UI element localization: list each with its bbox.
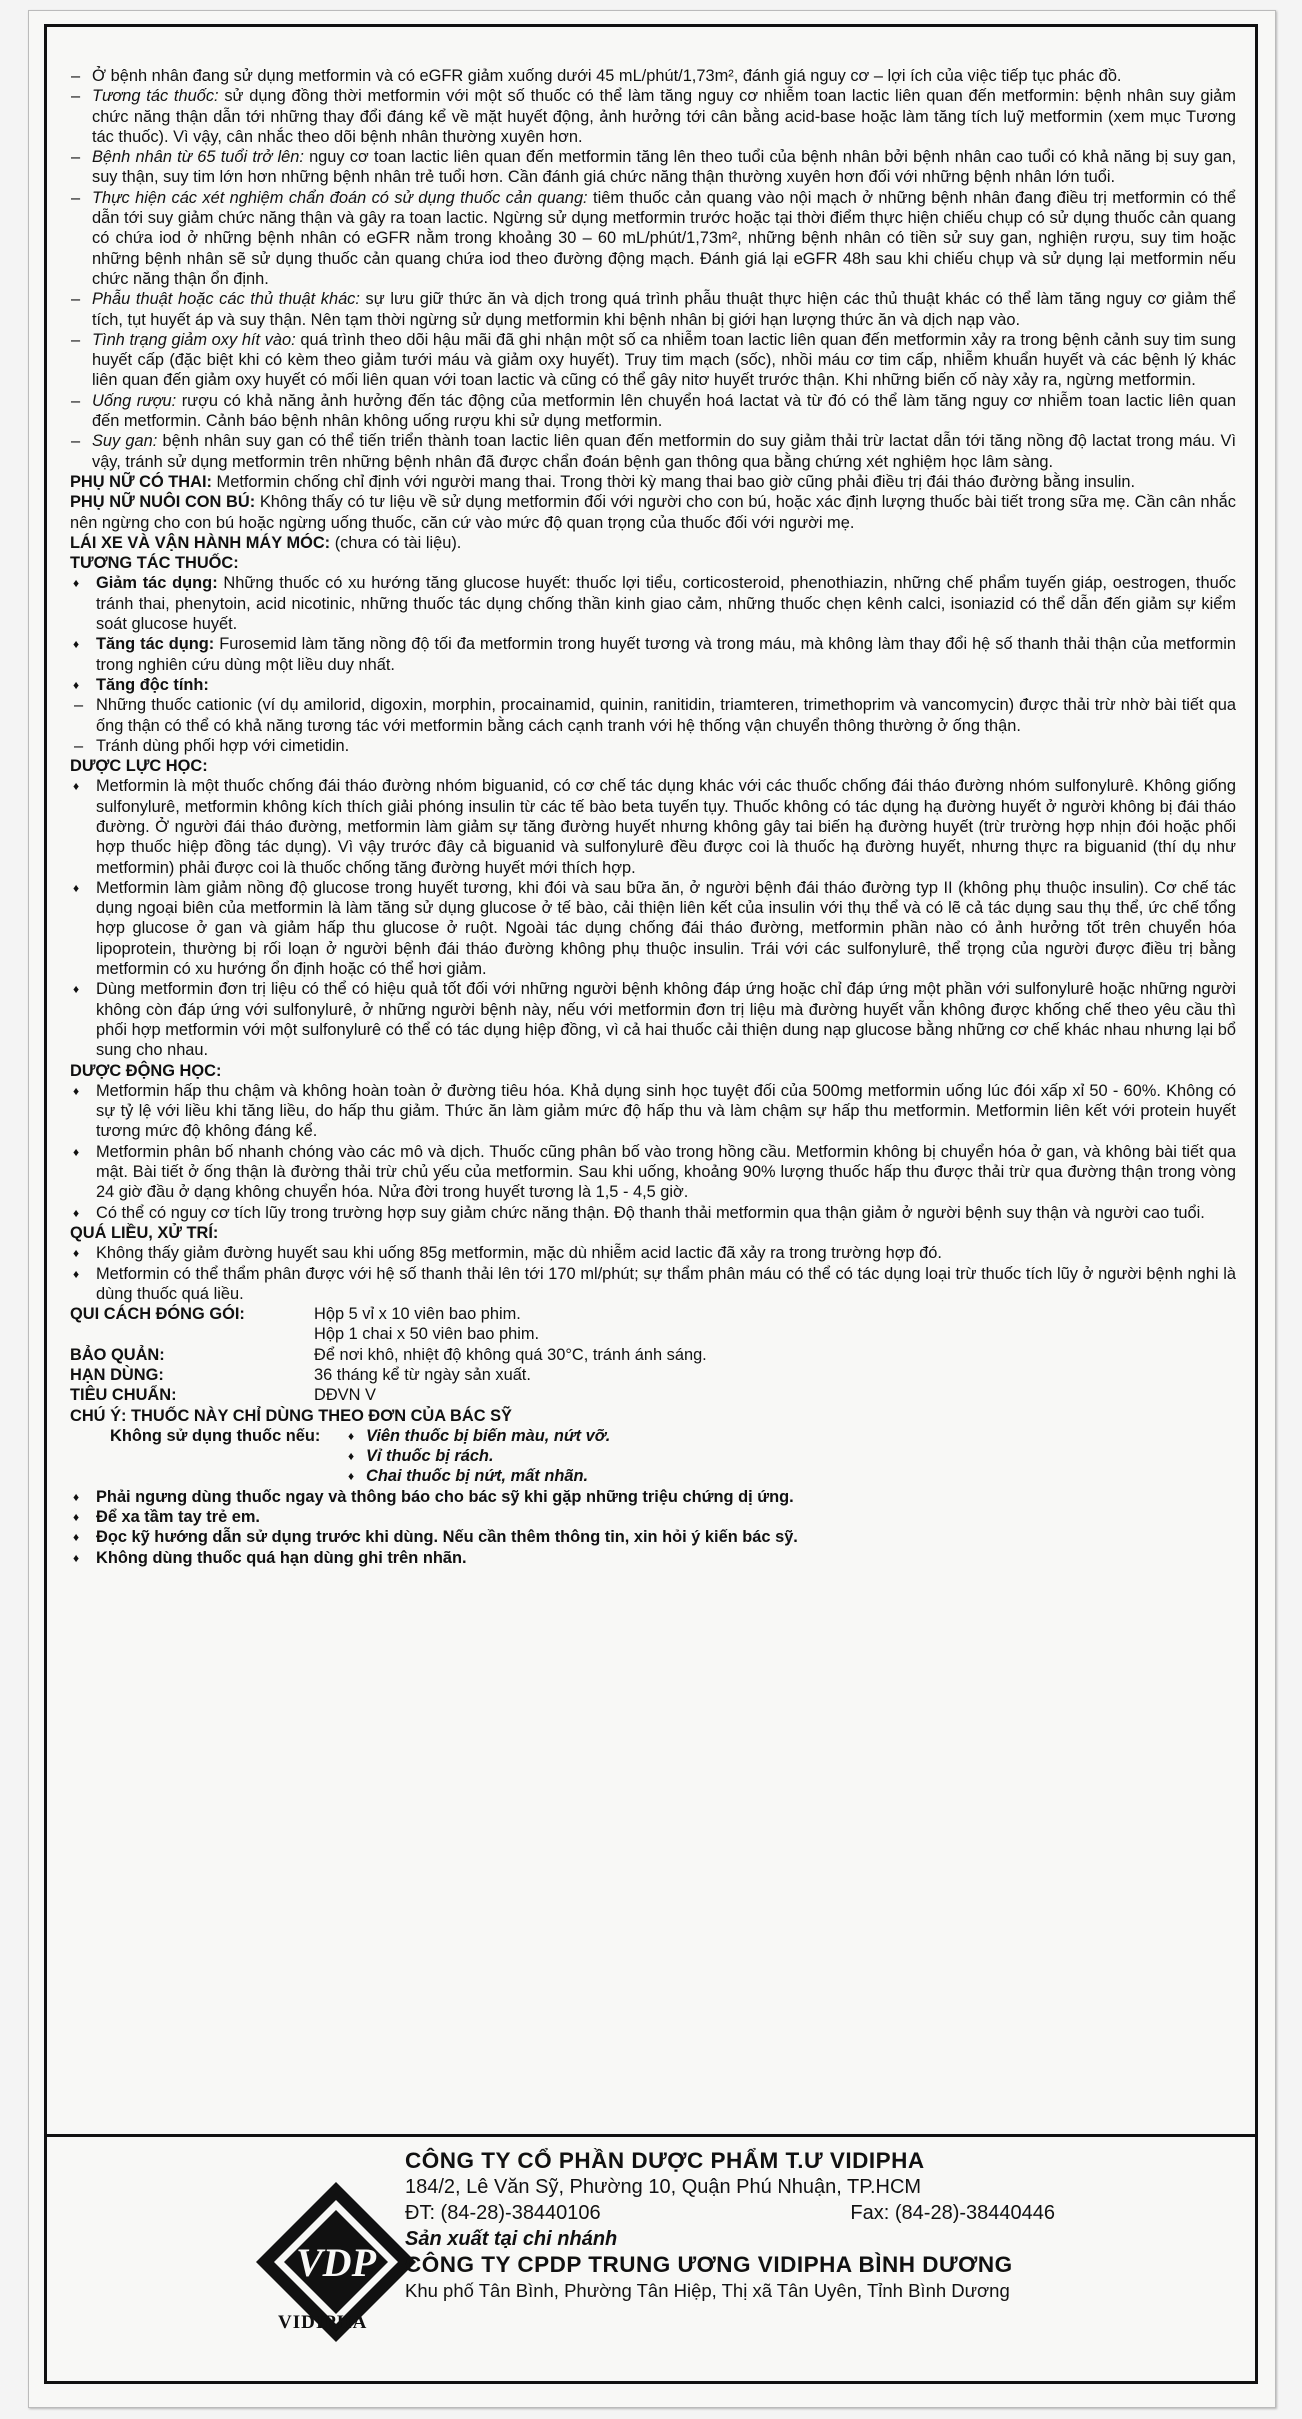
pharmacokinetics-item: ♦ Có thể có nguy cơ tích lũy trong trường hợp suy giảm chức năng thận. Độ thanh thải metformin qua thận giảm ở người bệnh suy thận và người cao tuổi. — [70, 1203, 1236, 1223]
pharmacodynamics-item: ♦ Metformin làm giảm nồng độ glucose trong huyết tương, khi đói và sau bữa ăn, ở người bệnh đái tháo đường typ II (không phụ thuộc insulin). Cơ chế tác dụng ngoại biên của metformin là làm tăng sử dụng glucose ở tế bào, cải thiện liên kết của insulin với thụ thể và có lẽ cả tác dụng sau thụ thể, ức chế tổng hợp glucose ở gan và giảm hấp thu glucose ở ruột. Ngoài tác dụng chống đái tháo đường, metformin phần nào có ảnh hưởng tốt trên chuyển hóa lipoprotein, thường bị rối loạn ở người bệnh đái tháo đường không phụ thuộc insulin. Trái với các sulfonylurê, thể trọng của người được điều trị bằng metformin có xu hướng ổn định hoặc có thể hơi giảm. — [70, 878, 1236, 979]
spec-expiry: HẠN DÙNG: 36 tháng kể từ ngày sản xuất. — [70, 1366, 531, 1384]
interaction-subitem: – Những thuốc cationic (ví dụ amilorid, digoxin, morphin, procainamid, quinin, ranitidin, triamteren, trimethoprim và vancomycin) được thải trừ nhờ bài tiết qua ống thận có thể có khả năng tương tác với metformin bằng cách cạnh tranh với hệ thống vận chuyển thông thường ở ống thận. — [70, 695, 1236, 736]
section-pregnancy: PHỤ NỮ CÓ THAI: Metformin chống chỉ định với người mang thai. Trong thời kỳ mang thai bao giờ cũng phải điều trị đái tháo đường bằng insulin. — [70, 472, 1136, 491]
pharmacokinetics-item: ♦ Metformin phân bố nhanh chóng vào các mô và dịch. Thuốc cũng phân bố vào trong hồng cầu. Metformin không bị chuyển hóa ở gan, và không bài tiết qua mật. Bài tiết ở ống thận là đường thải trừ chủ yếu của metformin. Sau khi uống, khoảng 90% lượng thuốc hấp thu được thải trừ qua đường thận trong vòng 24 giờ đầu ở dạng không chuyển hóa. Nửa đời trong huyết tương là 1,5 - 4,5 giờ. — [70, 1142, 1236, 1203]
spec-storage: BẢO QUẢN: Để nơi khô, nhiệt độ không quá 30°C, tránh ánh sáng. — [70, 1345, 707, 1364]
footer-divider — [44, 2134, 1258, 2137]
spec-packaging-2: Hộp 1 chai x 50 viên bao phim. — [314, 1325, 540, 1344]
branch-company: CÔNG TY CPDP TRUNG ƯƠNG VIDIPHA BÌNH DƯƠNG — [405, 2252, 1013, 2277]
spec-standard: TIÊU CHUẨN: DĐVN V — [70, 1386, 376, 1405]
warning-liver: – Suy gan: bệnh nhân suy gan có thể tiến triển thành toan lactic liên quan đến metformin do suy giảm thải trừ lactat dẫn tới tăng nồng độ lactat trong máu. Vì vậy, tránh sử dụng metformin trên những bệnh nhân đã được chẩn đoán bệnh gan thông qua bằng chứng xét nghiệm học lâm sàng. — [70, 431, 1236, 472]
section-driving: LÁI XE VÀ VẬN HÀNH MÁY MÓC: (chưa có tài liệu). — [70, 533, 462, 552]
warning-interactions: – Tương tác thuốc: sử dụng đồng thời metformin với một số thuốc có thể làm tăng nguy cơ nhiễm toan lactic liên quan đến metformin: bệnh nhân suy giảm chức năng thận dẫn tới những thay đổi đáng kể về mặt huyết động, ảnh hưởng tới cân bằng acid-base hoặc làm tăng tích luỹ metformin (xem mục Tương tác thuốc). Vì vậy, cân nhắc theo dõi bệnh nhân thường xuyên hơn. — [70, 86, 1236, 147]
pharmacokinetics-item: ♦ Metformin hấp thu chậm và không hoàn toàn ở đường tiêu hóa. Khả dụng sinh học tuyệt đối của 500mg metformin uống lúc đói xấp xỉ 50 - 60%. Không có sự tỷ lệ với liều khi tăng liều, do hấp thu giảm. Thức ăn làm giảm mức độ hấp thu và làm chậm sự hấp thu metformin. Metformin liên kết với protein huyết tương mức độ không đáng kể. — [70, 1081, 1236, 1142]
company-phone: ĐT: (84-28)-38440106 — [405, 2202, 601, 2224]
interaction-item: ♦ Giảm tác dụng: Những thuốc có xu hướng tăng glucose huyết: thuốc lợi tiểu, corticosteroid, phenothiazin, những chế phẩm tuyến giáp, oestrogen, thuốc tránh thai, phenytoin, acid nicotinic, những thuốc tác dụng chống thần kinh giao cảm, những thuốc chẹn kênh calci, isoniazid có thể dẫn đến giảm sự kiểm soát glucose huyết. — [70, 573, 1236, 634]
dont-use-item: ♦ Chai thuốc bị nứt, mất nhãn. — [348, 1466, 588, 1486]
logo-text: VIDIPHA — [278, 2312, 368, 2333]
heading-note: CHÚ Ý: THUỐC NÀY CHỈ DÙNG THEO ĐƠN CỦA BÁC SỸ — [70, 1406, 512, 1425]
interaction-item: ♦ Tăng độc tính: — [70, 675, 1236, 695]
warning-surgery: – Phẫu thuật hoặc các thủ thuật khác: sự lưu giữ thức ăn và dịch trong quá trình phẫu thuật thực hiện các thủ thuật khác có thể làm tăng nguy cơ giảm thể tích, tụt huyết áp và suy thận. Nên tạm thời ngừng sử dụng metformin khi bệnh nhân bị giới hạn lượng thức ăn và dịch nạp vào. — [70, 289, 1236, 330]
company-fax: Fax: (84-28)-38440446 — [850, 2202, 1055, 2224]
note-item: ♦ Không dùng thuốc quá hạn dùng ghi trên nhãn. — [70, 1548, 1236, 1568]
heading-interactions: TƯƠNG TÁC THUỐC: — [70, 554, 239, 573]
note-item: ♦ Đọc kỹ hướng dẫn sử dụng trước khi dùng. Nếu cần thêm thông tin, xin hỏi ý kiến bác sỹ. — [70, 1527, 1236, 1547]
note-item: ♦ Để xa tầm tay trẻ em. — [70, 1507, 1236, 1527]
company-name: CÔNG TY CỔ PHẦN DƯỢC PHẨM T.Ư VIDIPHA — [405, 2148, 925, 2173]
logo-letters: VDP — [296, 2240, 376, 2285]
company-address: 184/2, Lê Văn Sỹ, Phường 10, Quận Phú Nhuận, TP.HCM — [405, 2176, 922, 2198]
warning-contrast: – Thực hiện các xét nghiệm chẩn đoán có sử dụng thuốc cản quang: tiêm thuốc cản quang vào nội mạch ở những bệnh nhân đang điều trị metformin có thể dẫn tới suy giảm chức năng thận và gây ra toan lactic. Ngừng sử dụng metformin trước hoặc tại thời điểm thực hiện chiếu chụp có sử dụng thuốc cản quang có chứa iod ở những bệnh nhân có eGFR nằm trong khoảng 30 – 60 mL/phút/1,73m², những bệnh nhân có tiền sử suy gan, nghiện rượu, suy tim hoặc những bệnh nhân sẽ sử dụng thuốc cản quang chứa iod theo đường động mạch. Đánh giá lại eGFR 48h sau khi chiếu chụp và sử dụng lại metformin nếu chức năng thận ổn định. — [70, 188, 1236, 289]
overdose-item: ♦ Metformin có thể thẩm phân được với hệ số thanh thải lên tới 170 ml/phút; sự thẩm phân máu có thể có tác dụng loại trừ thuốc tích lũy ở người bệnh nghi là dùng thuốc quá liều. — [70, 1264, 1236, 1305]
dont-use-item: ♦ Vỉ thuốc bị rách. — [348, 1446, 494, 1466]
spec-packaging: QUI CÁCH ĐÓNG GÓI: Hộp 5 vỉ x 10 viên bao phim. — [70, 1305, 521, 1324]
dont-use-label: Không sử dụng thuốc nếu: — [110, 1426, 321, 1445]
branch-label: Sản xuất tại chi nhánh — [405, 2228, 618, 2250]
section-lactation: PHỤ NỮ NUÔI CON BÚ: Không thấy có tư liệu về sử dụng metformin đối với người cho con bú, hoặc xác định lượng thuốc bài tiết trong sữa mẹ. Cần cân nhắc nên ngừng cho con bú hoặc ngừng uống thuốc, căn cứ vào mức độ quan trọng của thuốc đối với người mẹ. — [70, 493, 1236, 532]
pharmacodynamics-item: ♦ Dùng metformin đơn trị liệu có thể có hiệu quả tốt đối với những người bệnh không đáp ứng hoặc chỉ đáp ứng một phần với sulfonylurê hoặc những người không còn đáp ứng với sulfonylurê, ở những người bệnh này, nếu với metformin đơn trị liệu mà đường huyết vẫn không được khống chế theo yêu cầu thì phối hợp metformin với một sulfonylurê có thể có tác dụng hiệp đồng, vì cả hai thuốc cải thiện dung nạp glucose bằng những cơ chế khác nhau nhưng lại bổ sung cho nhau. — [70, 979, 1236, 1060]
overdose-item: ♦ Không thấy giảm đường huyết sau khi uống 85g metformin, mặc dù nhiễm acid lactic đã xảy ra trong trường hợp đó. — [70, 1243, 1236, 1263]
heading-pharmacokinetics: DƯỢC ĐỘNG HỌC: — [70, 1061, 222, 1080]
heading-pharmacodynamics: DƯỢC LỰC HỌC: — [70, 757, 208, 776]
warning-alcohol: – Uống rượu: rượu có khả năng ảnh hưởng đến tác động của metformin lên chuyển hoá lactat và từ đó có thể làm tăng nguy cơ nhiễm toan lactic liên quan đến metformin. Cảnh báo bệnh nhân không uống rượu khi sử dụng metformin. — [70, 391, 1236, 432]
note-item: ♦ Phải ngưng dùng thuốc ngay và thông báo cho bác sỹ khi gặp những triệu chứng dị ứng. — [70, 1487, 1236, 1507]
warning-hypoxia: – Tình trạng giảm oxy hít vào: quá trình theo dõi hậu mãi đã ghi nhận một số ca nhiễm toan lactic liên quan đến metformin xảy ra trong bệnh cảnh suy tim sung huyết cấp (đặc biệt khi có kèm theo giảm tưới máu và giảm oxy huyết). Truy tim mạch (sốc), nhồi máu cơ tim cấp, nhiễm khuẩn huyết và các bệnh lý khác liên quan đến giảm oxy huyết có mối liên quan với toan lactic và cũng có thể gây nitơ huyết trước thận. Khi những biến cố này xảy ra, ngừng metformin. — [70, 330, 1236, 391]
warning-elderly: – Bệnh nhân từ 65 tuổi trở lên: nguy cơ toan lactic liên quan đến metformin tăng lên theo tuổi của bệnh nhân bởi bệnh nhân cao tuổi có khả năng bị suy gan, suy thận, suy tim lớn hơn những bệnh nhân trẻ tuổi hơn. Cần đánh giá chức năng thận thường xuyên hơn đối với những bệnh nhân lớn tuổi. — [70, 147, 1236, 188]
leaflet-content — [70, 66, 1236, 1568]
dont-use-item: ♦ Viên thuốc bị biến màu, nứt vỡ. — [348, 1426, 610, 1446]
warning-egfr: – Ở bệnh nhân đang sử dụng metformin và có eGFR giảm xuống dưới 45 mL/phút/1,73m², đánh giá nguy cơ – lợi ích của việc tiếp tục phác đồ. — [70, 66, 1236, 86]
branch-address: Khu phố Tân Bình, Phường Tân Hiệp, Thị xã Tân Uyên, Tỉnh Bình Dương — [405, 2280, 1010, 2301]
company-info — [405, 2148, 1125, 2304]
pharmacodynamics-item: ♦ Metformin là một thuốc chống đái tháo đường nhóm biguanid, có cơ chế tác dụng khác với các thuốc chống đái tháo đường nhóm sulfonylurê. Không giống sulfonylurê, metformin không kích thích giải phóng insulin từ các tế bào beta tuyến tụy. Thuốc không có tác dụng hạ đường huyết ở người không bị đái tháo đường. Ở người đái tháo đường, metformin làm giảm sự tăng đường huyết nhưng không gây tai biến hạ đường huyết (trừ trường hợp nhịn đói hoặc phối hợp thuốc hiệp đồng tác dụng). Vì vậy trước đây cả biguanid và sulfonylurê đều được coi là thuốc hạ đường huyết, nhưng thực ra biguanid (thí dụ như metformin) phải được coi là thuốc chống tăng đường huyết mới thích hợp. — [70, 776, 1236, 877]
heading-overdose: QUÁ LIỀU, XỬ TRÍ: — [70, 1223, 219, 1242]
interaction-item: ♦ Tăng tác dụng: Furosemid làm tăng nồng độ tối đa metformin trong huyết tương và trong máu, mà không làm thay đổi hệ số thanh thải thận của metformin trong nghiên cứu dùng một liều duy nhất. — [70, 634, 1236, 675]
dont-use-block — [110, 1426, 1236, 1487]
interaction-subitem: – Tránh dùng phối hợp với cimetidin. — [70, 736, 1236, 756]
footer — [60, 2142, 1240, 2372]
